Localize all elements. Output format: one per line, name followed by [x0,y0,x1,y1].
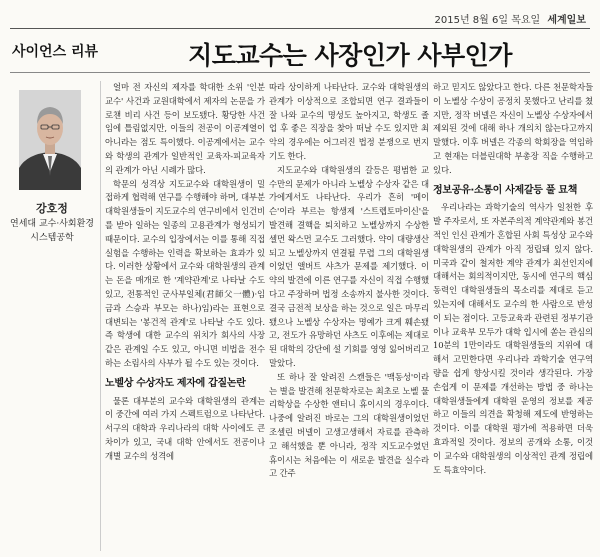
headline: 지도교수는 사장인가 사부인가 [188,41,512,70]
paragraph: 얼마 전 자신의 제자를 학대한 소위 '인분교수' 사건과 교원대학에서 제자의 논문을 가로챈 비리 사건 등이 보도됐다. 황당한 사건임에 틀림없지만, 이들의 전공이 이공계열이 아니라는 점도 특이했다. 이공계에서는 교수와 학생의 관계가 일반적인 교육자-피교육자의 관계가 아닌 시례가 많다. [105,82,265,175]
paragraph: 따라 상이하게 나타난다. 교수와 대학원생의 관계가 이상적으로 조합되면 연구 결과들이 잘 나와 교수의 명성도 높아지고, 학생도 졸업 후 좋은 직장을 찾아 떠날 수도 있지만 최악의 경우에는 어그러진 법정 분쟁으로 번지기도 한다. [269,82,429,161]
subheading: 노벨상 수상자도 제자에 갑질논란 [105,377,246,389]
paragraph: 또 하나 잘 알려진 스캔들은 '맥동성'이라는 별을 발견해 천문학자로는 최초로 노벨 물리학상을 수상한 앤터니 휴이시의 경우이다. 나중에 알려진 바로는 그의 대학원생이었던 조셀린 버넬이 고생고생해서 자료를 관측하고 해석했을 뿐 아니라, 정작 지도교수였던 휴이시는 처음에는 이 새로운 발견을 실수라고 간주 [269,371,429,479]
publication-date: 2015년 8월 6일 목요일 [434,15,541,26]
article-column-2 [269,81,429,557]
author-affiliation-1: 연세대 교수·사회환경 [10,219,94,229]
paragraph: 우리나라는 과학기술의 역사가 일천한 후발 주자로서, 또 자본주의적 계약관계와 봉건적인 인신 관계가 혼합된 사회 특성상 교수와 대학원생의 관계가 아직 정립돼 있지 않다. 미국과 같이 철저한 계약 관계가 최선인지에 대해서는 회의적이지만, 동시에 연구의 핵심 동력인 대학원생들의 목소리를 제대로 듣고 있는지에 대해서도 교수의 한 사람으로 반성이 되는 점이다. 고등교육과 관련된 정부기관이나 교육부 모두가 대학 입시에 쏟는 관심의 10분의 1만이라도 대학원생들의 지위에 대해서 고민한다면 우리나라 과학기술 연구역량을 쉽게 향상시킬 것이라 생각된다. 가장 손쉽게 이 문제를 개선하는 방법 중 하나는 대학원생들에게 대학원 운영의 정보를 제공하고 이들의 의견을 확청해 제도에 반영하는 것이다. 이를 대학원 평가에 적용하면 더욱 효과적일 것이다. 정보의 공개와 소통, 이것이 교수와 대학원생의 이상적인 관계 정립에도 특효약이다. [433,202,593,475]
newspaper-name: 세계일보 [547,15,586,26]
headline-rule [10,72,590,73]
paragraph: 물론 대부분의 교수와 대학원생의 관계는 이 중간에 여러 가지 스펙트럼으로 나타난다. 서구의 대학과 우리나라의 대학 사이에도 큰 차이가 있고, 국내 대학 안에서도 전공이나 개별 교수의 성격에 [105,395,265,461]
paragraph: 학문의 성격상 지도교수와 대학원생이 밀접하게 협력해 연구를 수행해야 하며, 대부분 대학원생들이 지도교수의 연구비에서 인건비를 받아 일하는 일종의 고용관계가 형성되기 때문이다. 교수의 입장에서는 이를 통해 직접 실험을 수행하는 인력을 확보하는 효과가 있다. 이러한 상황에서 교수와 대학원생의 관계는 돈을 매개로 한 '계약관계'로 나타날 수도 있고, 전통적인 군사부일체(君師父一體)·임금과 스승과 부모는 하나)임)라는 표현으로 대변되는 '봉건적 관계'로 나타날 수도 있다. 즉 학생에 대한 교수의 위치가 회사의 사장 같은 관계일 수도 있고, 아니면 비법을 전수하는 소림사의 사부가 될 수도 있는 것이다. [105,178,265,368]
author-affiliation-2: 시스템공학 [30,233,74,243]
dateline [435,11,587,26]
paragraph: 하고 믿지도 않았다고 한다. 다른 천문학자들이 노벨상 수상이 공정치 못했다고 난리를 쳤지만, 정작 버넬은 자신이 노벨상 수상자에서 제외된 것에 대해 하나 개의치 않는다고까지 말했다. 이후 버넬은 각종의 학회장을 역임하고 현재는 더블린대학 부총장 직을 수행하고 있다. [433,82,593,175]
top-rule [10,28,590,29]
author-name: 강호정 [36,202,68,215]
article-column-3 [433,81,593,557]
article-column-1 [105,81,265,557]
section-label: 사이언스 리뷰 [12,44,99,60]
article-body [0,81,600,557]
subheading: 정보공유·소통이 사제갈등 풀 묘책 [433,184,578,196]
paragraph: 지도교수와 대학원생의 갈등은 평범한 교수만의 문제가 아니라 노벨상 수상자 같은 대가에게서도 나타난다. 우리가 흔히 '메이슨'이라 부르는 항생제 '스트렙토마이신'을 발견해 결핵을 퇴치하고 노벨상까지 수상한 셀먼 왁스먼 교수도 그러했다. 약이 대량생산되고 노벨상까지 연결될 무렵 그의 대학원생이었던 앨버트 샤츠가 문제를 제기했다. 이 약의 발견에 이른 연구를 자신이 직접 수행했다고 주장하며 법정 소송까지 불사한 것이다. 결국 금전적 보상을 하는 것으로 일은 마무리됐으나 노벨상 수상자는 명예가 크게 훼손됐고, 전도가 유망하던 샤츠도 이후에는 제대로 된 대학의 강단에 설 기회를 영영 잃어버리고 말았다. [269,164,429,368]
